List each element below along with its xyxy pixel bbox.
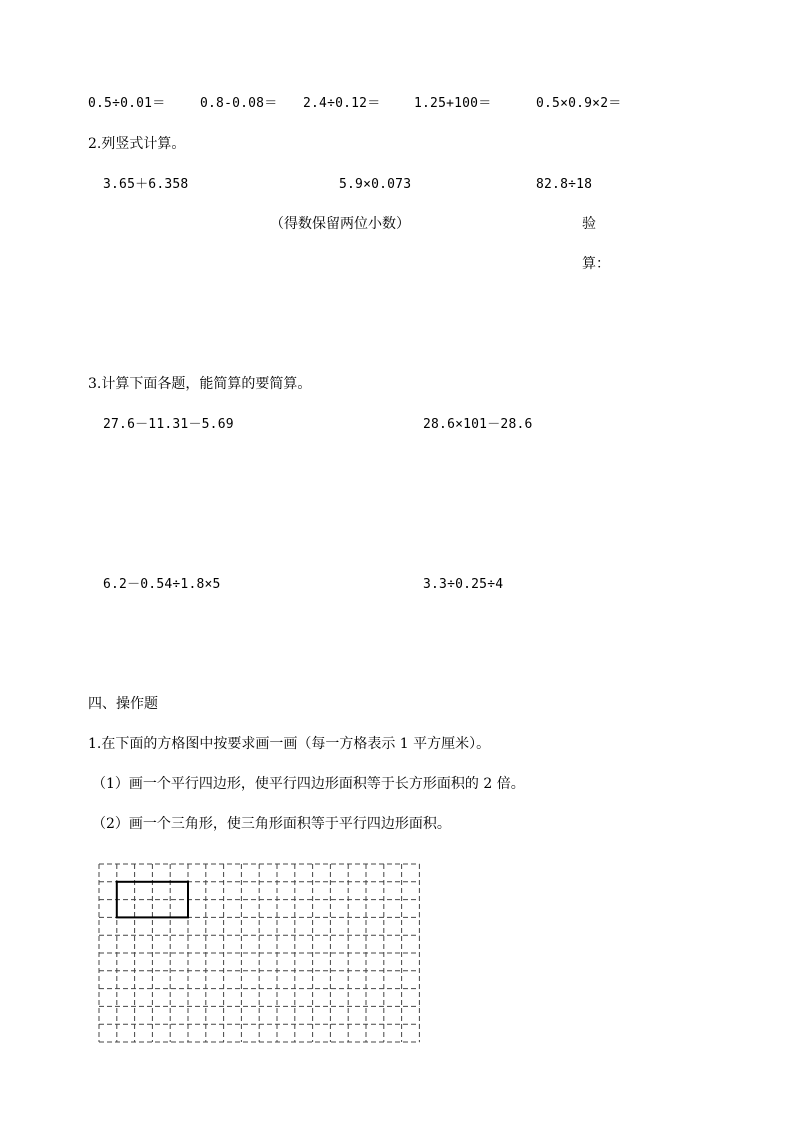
- q2-item-1: 3.65＋6.358: [103, 177, 189, 192]
- oral-item-5: 0.5×0.9×2＝: [536, 96, 622, 111]
- q2-check-label-1: 验: [582, 216, 596, 232]
- q3-item-3: 6.2－0.54÷1.8×5: [103, 577, 221, 592]
- q2-item-3: 82.8÷18: [536, 177, 593, 192]
- q3-item-1: 27.6－11.31－5.69: [103, 417, 234, 432]
- section4-q1: 1.在下面的方格图中按要求画一画（每一方格表示 1 平方厘米）。: [88, 736, 491, 752]
- q2-note: （得数保留两位小数）: [270, 216, 410, 232]
- q3-item-4: 3.3÷0.25÷4: [423, 577, 504, 592]
- q2-check-label-2: 算：: [582, 256, 610, 272]
- oral-item-4: 1.25+100＝: [414, 96, 492, 111]
- section4-heading: 四、操作题: [88, 696, 158, 712]
- section4-sub1: （1）画一个平行四边形，使平行四边形面积等于长方形面积的 2 倍。: [92, 776, 525, 792]
- oral-item-2: 0.8-0.08＝: [200, 96, 278, 111]
- q2-title: 2.列竖式计算。: [88, 136, 186, 152]
- q3-item-2: 28.6×101－28.6: [423, 417, 533, 432]
- section4-sub2: （2）画一个三角形，使三角形面积等于平行四边形面积。: [92, 816, 451, 832]
- q2-item-2: 5.9×0.073: [339, 177, 412, 192]
- q3-title: 3.计算下面各题，能简算的要简算。: [88, 376, 312, 392]
- oral-item-1: 0.5÷0.01＝: [88, 96, 166, 111]
- oral-item-3: 2.4÷0.12＝: [303, 96, 381, 111]
- square-grid[interactable]: [97, 862, 421, 1044]
